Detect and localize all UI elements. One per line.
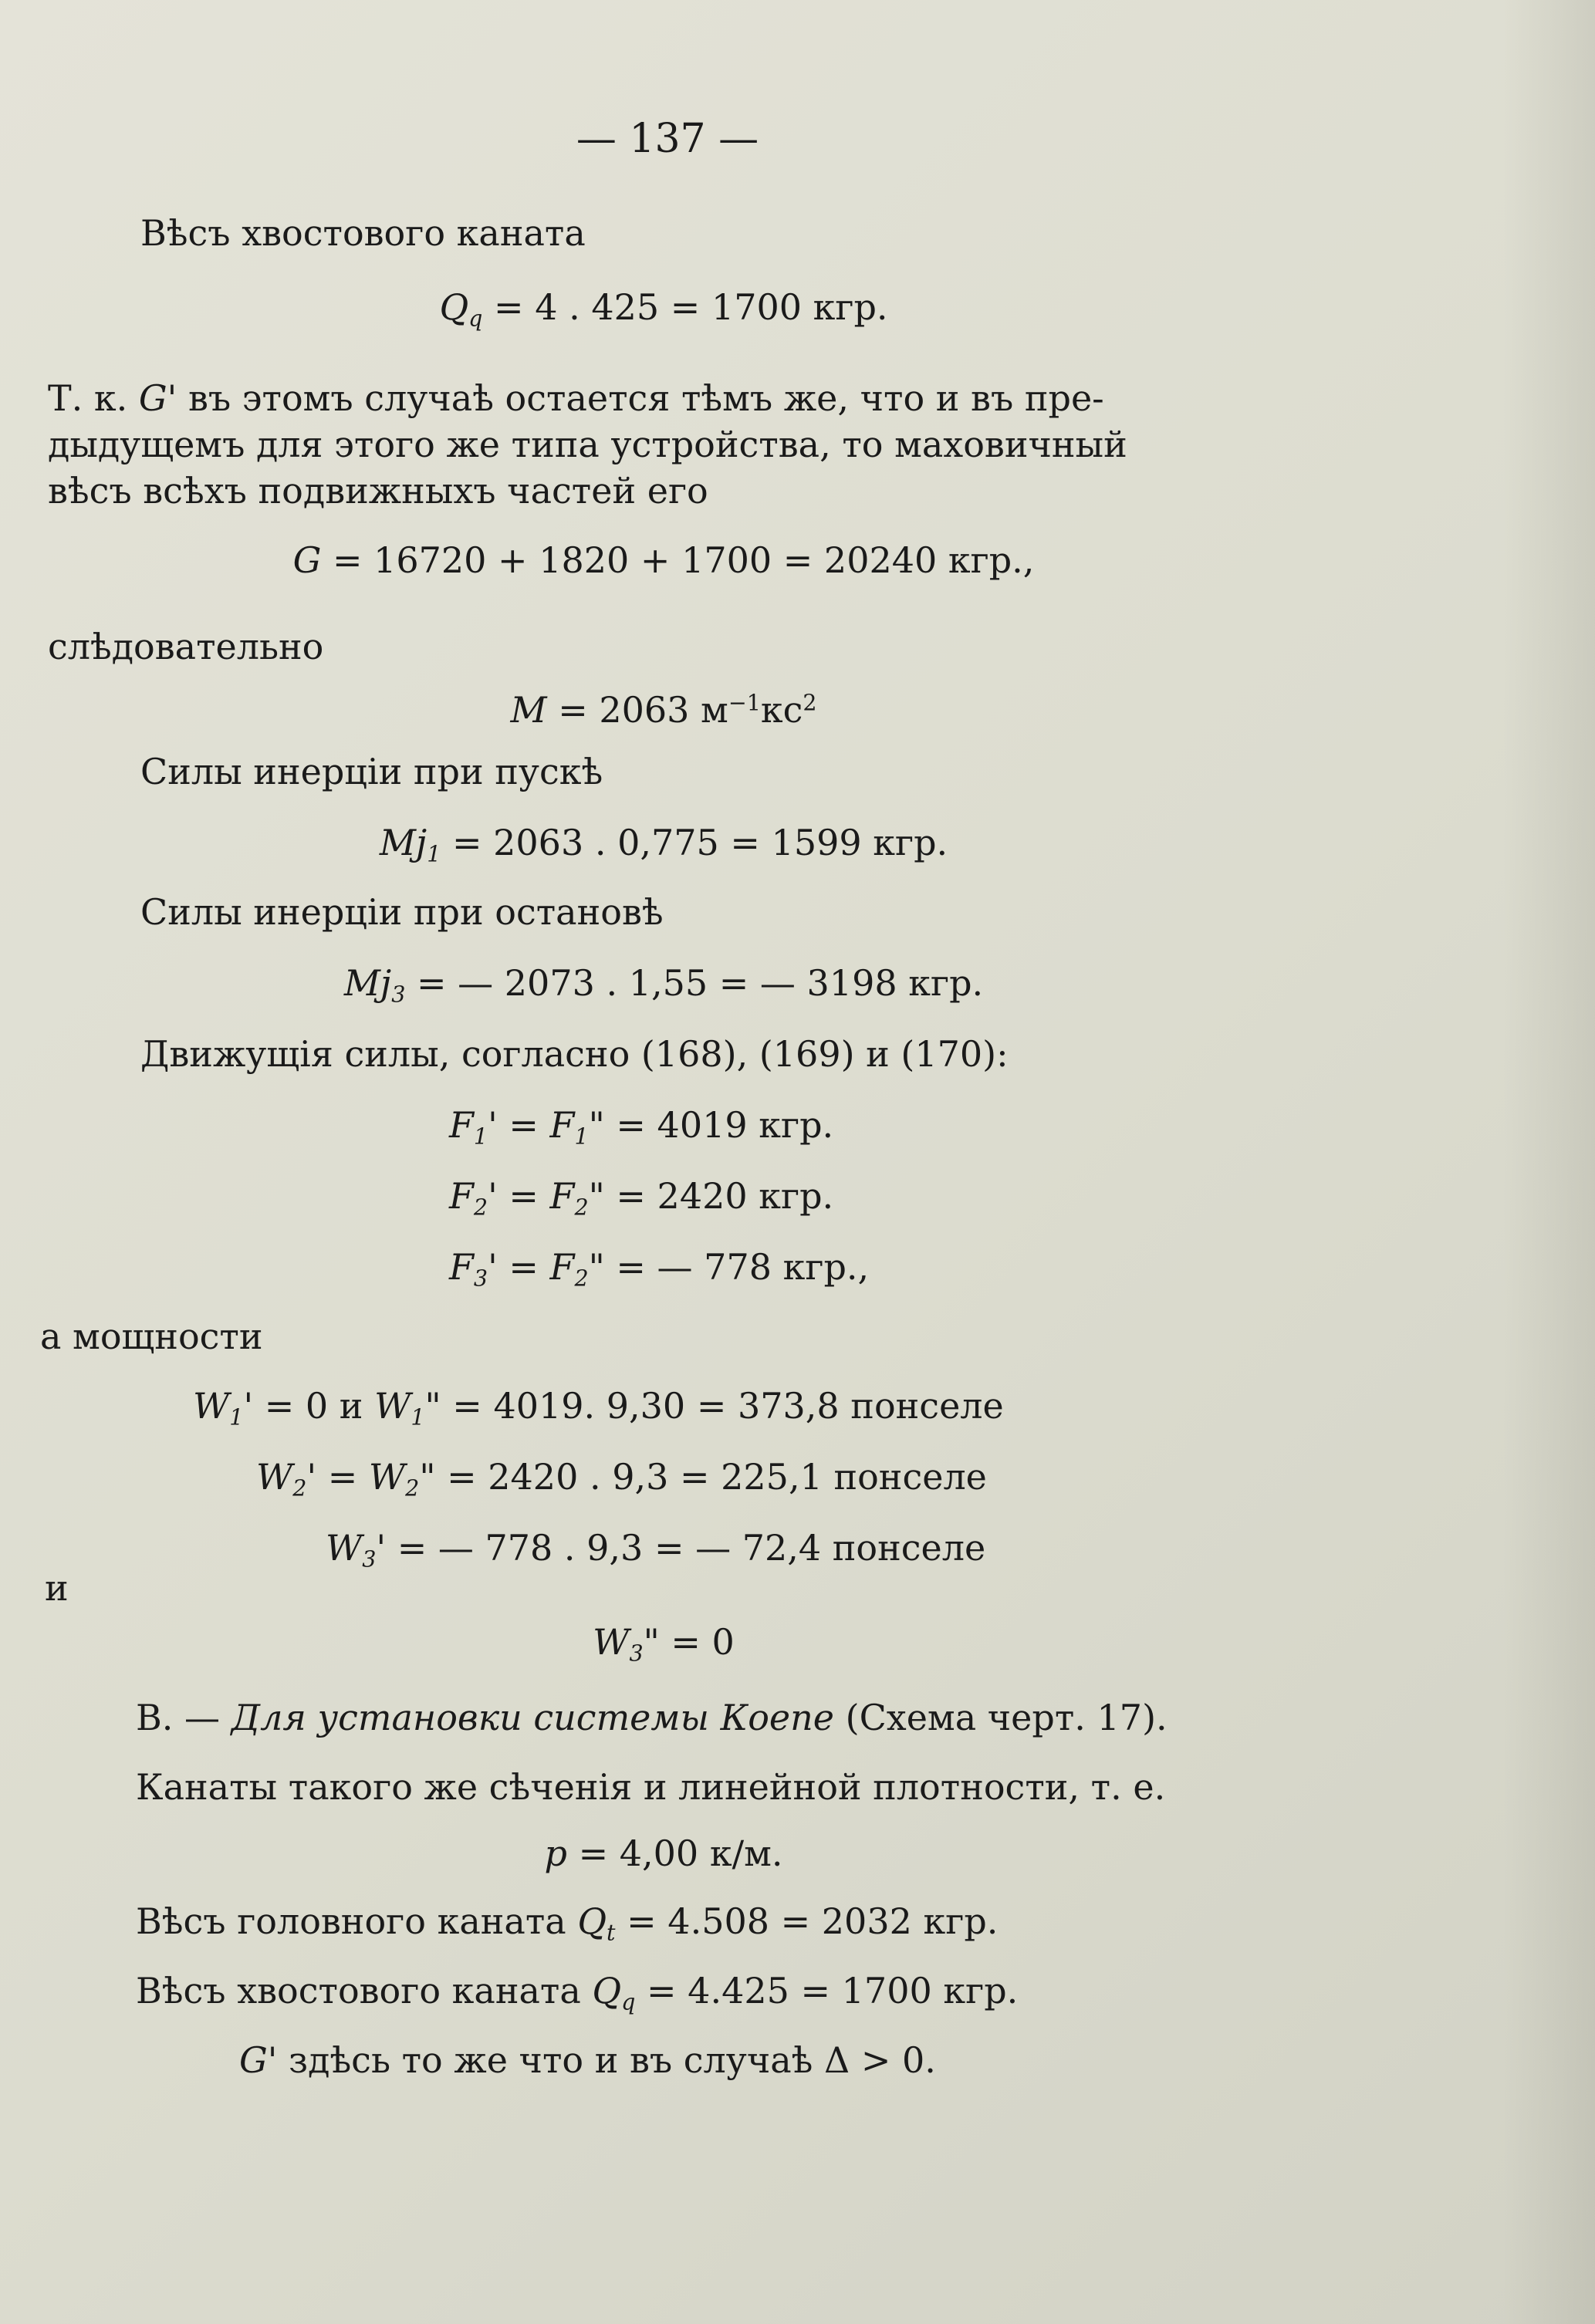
formula-qq: $Q_q = 4$ . 425 = 1700 кгр.	[439, 286, 888, 332]
formula-f3: $F_3' = F_2$" = — 778 кгр.,	[449, 1246, 870, 1292]
page-number: — 137 —	[576, 116, 759, 162]
text-line: а мощности	[40, 1316, 263, 1357]
text-line: Т. к. G' въ этомъ случаѣ остается тѣмъ же, что и въ пре-	[48, 377, 1104, 419]
formula-w3: $W_3'$ = — 778 . 9,3 = — 72,4 понселе	[326, 1527, 986, 1572]
formula-m: M = 2063 $м^{-1}кс^2$	[510, 689, 817, 731]
text-line: Канаты такого же сѣченія и линейной плотности, т. е.	[136, 1766, 1166, 1808]
page-edge-shadow	[1502, 0, 1595, 2324]
text-line: и	[45, 1567, 69, 1609]
text-line: дыдущемъ для этого же типа устройства, то маховичный	[48, 424, 1127, 465]
formula-w3-double: $W_3$" = 0	[593, 1621, 735, 1667]
text-line: Силы инерціи при пускѣ	[140, 751, 603, 792]
formula-mj1: $Mj_1 = 2063$ . 0,775 = 1599 кгр.	[379, 822, 948, 867]
text-line: вѣсъ всѣхъ подвижныхъ частей его	[48, 470, 708, 512]
formula-w1: $W_1' = 0$ и $W_1$" = 4019. 9,30 = 373,8 понселе	[193, 1385, 1004, 1431]
text-line: Вѣсъ хвостового каната $Q_q = 4.425 = 1700$ кгр.	[136, 1970, 1019, 2015]
text-line: Движущія силы, согласно (168), (169) и (170):	[140, 1033, 1009, 1075]
formula-w2: $W_2' = W_2$" = 2420 . 9,3 = 225,1 понселе	[256, 1456, 987, 1501]
formula-f2: $F_2' = F_2$" = 2420 кгр.	[449, 1175, 834, 1221]
text-line: Силы инерціи при остановѣ	[140, 891, 664, 933]
formula-f1: $F_1' = F_1$" = 4019 кгр.	[449, 1104, 834, 1150]
formula-g: G = 16720 + 1820 + 1700 = 20240 кгр.,	[292, 539, 1035, 581]
formula-mj3: $Mj_3$ = — 2073 . 1,55 = — 3198 кгр.	[343, 962, 984, 1008]
text-line: слѣдовательно	[48, 626, 324, 667]
text-line: Вѣсъ головного каната $Q_t = 4.508 = 2032$ кгр.	[136, 1900, 999, 1946]
text-line: Вѣсъ хвостового каната	[140, 212, 586, 254]
text-line: G' здѣсь то же что и въ случаѣ Δ > 0.	[239, 2039, 936, 2081]
formula-p: p = 4,00 к/м.	[544, 1833, 783, 1874]
section-heading: В. — Для установки системы Коепе (Схема черт. 17).	[136, 1697, 1168, 1738]
